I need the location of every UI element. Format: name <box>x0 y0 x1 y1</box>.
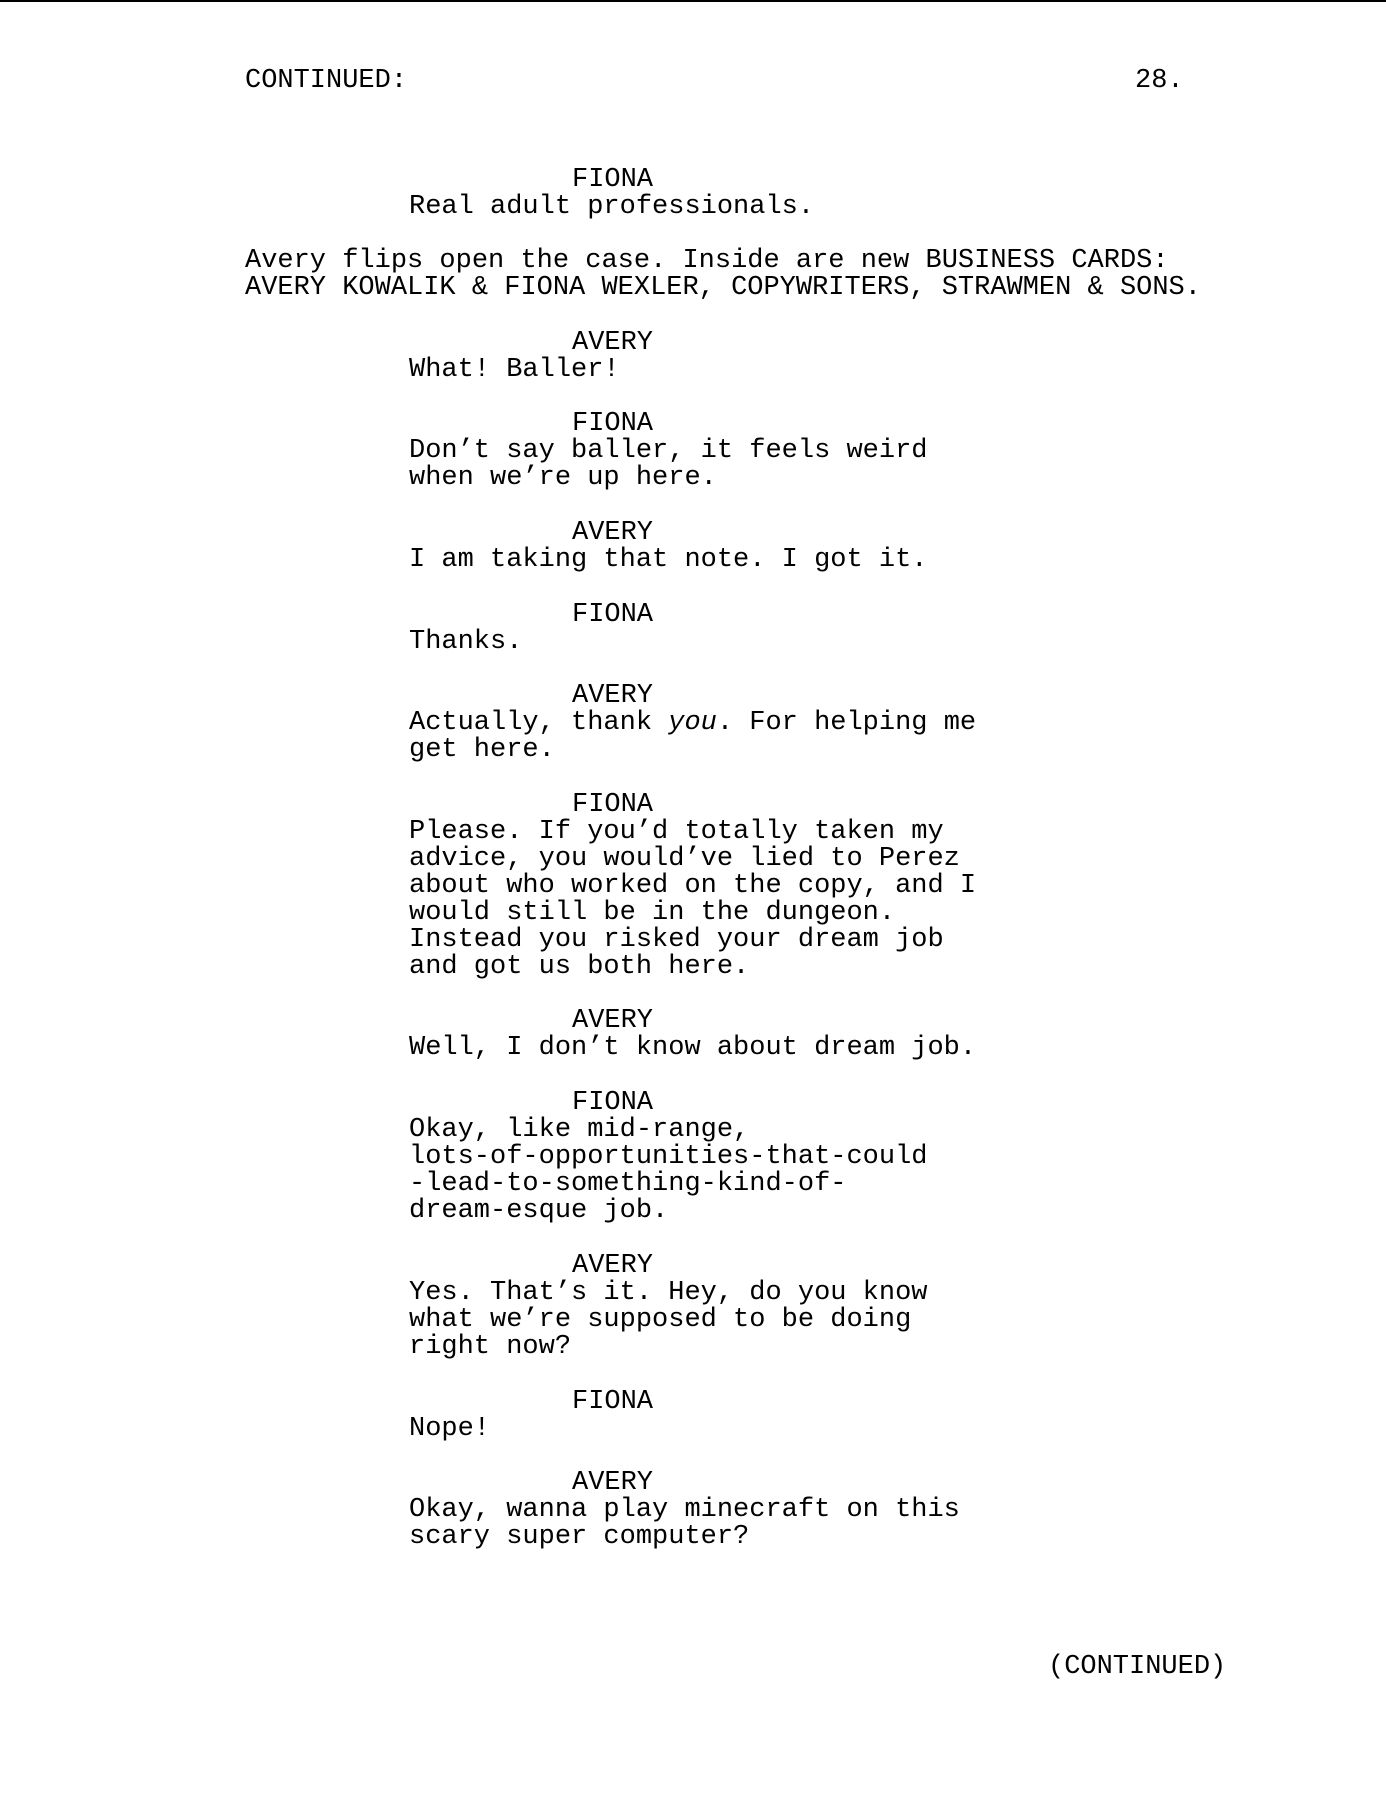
character-cue: FIONA <box>572 165 654 195</box>
character-cue: AVERY <box>572 518 654 548</box>
dialogue-segment: . For helping me <box>716 708 977 738</box>
dialogue-line: Okay, wanna play minecraft on this <box>409 1495 960 1525</box>
dialogue-line: Please. If you’d totally taken my <box>409 817 944 847</box>
character-cue: FIONA <box>572 790 654 820</box>
character-cue: FIONA <box>572 600 654 630</box>
action-line: AVERY KOWALIK & FIONA WEXLER, COPYWRITERS, STRAWMEN & SONS. <box>245 273 1201 303</box>
character-cue: FIONA <box>572 409 654 439</box>
dialogue-segment: Actually, thank <box>409 708 669 738</box>
character-cue: AVERY <box>572 1251 654 1281</box>
dialogue-line: lots-of-opportunities-that-could <box>409 1142 928 1172</box>
dialogue-line: Okay, like mid-range, <box>409 1115 750 1145</box>
page-number: 28. <box>1135 66 1184 96</box>
dialogue-line: Nope! <box>409 1414 491 1444</box>
action-line: Avery flips open the case. Inside are new BUSINESS CARDS: <box>245 246 1169 276</box>
dialogue-line: about who worked on the copy, and I <box>409 871 977 901</box>
dialogue-line: -lead-to-something-kind-of- <box>409 1169 847 1199</box>
continued-header: CONTINUED: <box>245 66 408 96</box>
dialogue-line: when we’re up here. <box>409 463 717 493</box>
character-cue: AVERY <box>572 1468 654 1498</box>
dialogue-line <box>409 710 976 737</box>
dialogue-line: Thanks. <box>409 627 523 657</box>
dialogue-line: advice, you would’ve lied to Perez <box>409 844 960 874</box>
dialogue-line: dream-esque job. <box>409 1196 669 1226</box>
dialogue-line: I am taking that note. I got it. <box>409 545 928 575</box>
dialogue-line: Real adult professionals. <box>409 192 815 222</box>
dialogue-line: Instead you risked your dream job <box>409 925 944 955</box>
dialogue-line: and got us both here. <box>409 952 750 982</box>
dialogue-line: Don’t say baller, it feels weird <box>409 436 928 466</box>
emphasis: you <box>668 708 717 738</box>
continued-footer: (CONTINUED) <box>1048 1652 1227 1682</box>
character-cue: FIONA <box>572 1387 654 1417</box>
dialogue-line: right now? <box>409 1332 572 1362</box>
dialogue-line: What! Baller! <box>409 355 620 385</box>
dialogue-line: get here. <box>409 735 555 765</box>
character-cue: AVERY <box>572 681 654 711</box>
dialogue-line: what we’re supposed to be doing <box>409 1305 912 1335</box>
character-cue: AVERY <box>572 328 654 358</box>
dialogue-line: would still be in the dungeon. <box>409 898 896 928</box>
character-cue: FIONA <box>572 1088 654 1118</box>
dialogue-line: Yes. That’s it. Hey, do you know <box>409 1278 928 1308</box>
dialogue-line: Well, I don’t know about dream job. <box>409 1033 977 1063</box>
dialogue-line: scary super computer? <box>409 1522 750 1552</box>
character-cue: AVERY <box>572 1006 654 1036</box>
page-top-border <box>0 0 1386 2</box>
